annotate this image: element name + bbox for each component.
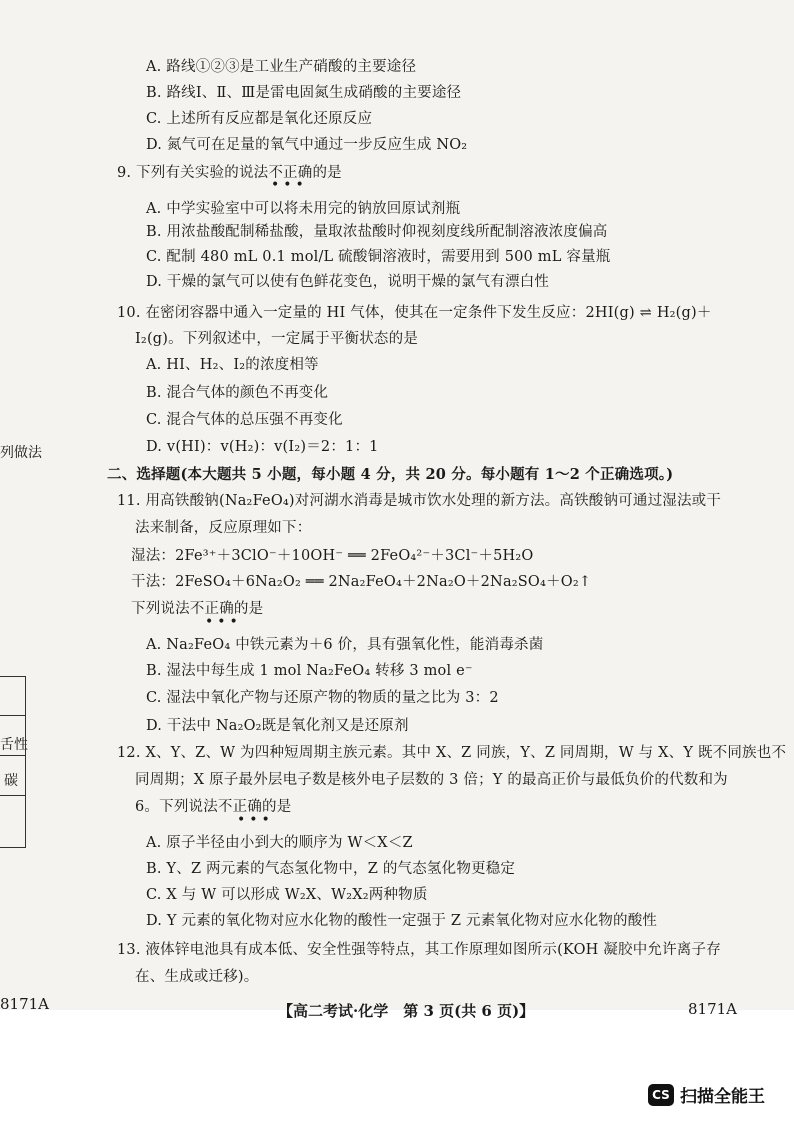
text-line: B. 湿法中每生成 1 mol Na₂FeO₄ 转移 3 mol e⁻ xyxy=(146,663,473,679)
text-line: 11. 用高铁酸钠(Na₂FeO₄)对河湖水消毒是城市饮水处理的新方法。高铁酸钠可通过湿法或干 xyxy=(117,493,722,509)
camscanner-logo-icon: CS xyxy=(648,1084,674,1106)
text-line: D. 干燥的氯气可以使有色鲜花变色，说明干燥的氯气有漂白性 xyxy=(146,274,550,290)
text-line: A. Na₂FeO₄ 中铁元素为＋6 价，具有强氧化性，能消毒杀菌 xyxy=(146,637,544,653)
text-line: B. 用浓盐酸配制稀盐酸，量取浓盐酸时仰视刻度线所配制溶液浓度偏高 xyxy=(146,224,608,240)
margin-fragment-text: 列做法 xyxy=(0,445,42,461)
text-line: 10. 在密闭容器中通入一定量的 HI 气体，使其在一定条件下发生反应：2HI(g) ⇌ H₂(g)＋ xyxy=(117,305,712,321)
text-line: 在、生成或迁移)。 xyxy=(135,969,259,985)
text-line: B. 路线Ⅰ、Ⅱ、Ⅲ是雷电固氮生成硝酸的主要途径 xyxy=(146,85,462,101)
footer-right-code: 8171A xyxy=(688,1000,738,1018)
emphasis-dot-mark: ••• xyxy=(205,614,242,630)
text-line: I₂(g)。下列叙述中，一定属于平衡状态的是 xyxy=(135,331,419,347)
text-line: D. 氮气可在足量的氧气中通过一步反应生成 NO₂ xyxy=(146,137,468,153)
text-line: A. 路线①②③是工业生产硝酸的主要途径 xyxy=(146,59,417,75)
text-line: C. 混合气体的总压强不再变化 xyxy=(146,412,343,428)
text-line: C. X 与 W 可以形成 W₂X、W₂X₂两种物质 xyxy=(146,887,428,903)
text-line: D. 干法中 Na₂O₂既是氧化剂又是还原剂 xyxy=(146,718,409,734)
watermark-label: 扫描全能王 xyxy=(680,1087,765,1107)
footer-page-label: 【高二考试·化学 第 3 页(共 6 页)】 xyxy=(278,1002,535,1020)
text-line: 同周期；X 原子最外层电子数是核外电子层数的 3 倍；Y 的最高正价与最低负价的代数和为 xyxy=(135,772,728,788)
scanner-watermark xyxy=(648,1082,765,1107)
text-line: B. Y、Z 两元素的气态氢化物中，Z 的气态氢化物更稳定 xyxy=(146,861,516,877)
text-line: 12. X、Y、Z、W 为四种短周期主族元素。其中 X、Z 同族，Y、Z 同周期，W 与 X、Y 既不同族也不 xyxy=(117,745,787,761)
text-line: A. HI、H₂、I₂的浓度相等 xyxy=(146,357,319,373)
text-line: 9. 下列有关实验的说法不正确的是 xyxy=(117,165,342,181)
margin-table-fragment xyxy=(0,676,26,848)
text-line: 13. 液体锌电池具有成本低、安全性强等特点，其工作原理如图所示(KOH 凝胶中允许离子存 xyxy=(117,942,721,958)
emphasis-dot-mark: ••• xyxy=(271,177,308,193)
text-line: 6。下列说法不正确的是 xyxy=(135,799,292,815)
footer-left-code: 8171A xyxy=(0,995,50,1013)
text-line: A. 原子半径由小到大的顺序为 W＜X＜Z xyxy=(146,835,413,851)
margin-fragment-text: 碳 xyxy=(4,773,18,789)
text-line: C. 湿法中氧化产物与还原产物的物质的量之比为 3：2 xyxy=(146,690,499,706)
text-line: D. Y 元素的氧化物对应水化物的酸性一定强于 Z 元素氧化物对应水化物的酸性 xyxy=(146,913,658,929)
emphasis-dot-mark: ••• xyxy=(237,812,274,828)
text-line: A. 中学实验室中可以将未用完的钠放回原试剂瓶 xyxy=(146,201,461,217)
text-line: 干法：2FeSO₄＋6Na₂O₂ ══ 2Na₂FeO₄＋2Na₂O＋2Na₂SO₄＋O₂↑ xyxy=(131,574,592,590)
text-line: D. v(HI)：v(H₂)：v(I₂)＝2：1：1 xyxy=(146,439,379,455)
text-line: 下列说法不正确的是 xyxy=(131,601,264,617)
text-line: 二、选择题(本大题共 5 小题，每小题 4 分，共 20 分。每小题有 1～2 个正确选项。) xyxy=(107,466,674,483)
margin-fragment-text: 舌性 xyxy=(0,737,28,753)
text-line: 法来制备，反应原理如下： xyxy=(135,520,312,536)
text-line: C. 配制 480 mL 0.1 mol/L 硫酸铜溶液时，需要用到 500 mL 容量瓶 xyxy=(146,249,611,265)
text-line: C. 上述所有反应都是氧化还原反应 xyxy=(146,111,373,127)
text-line: 湿法：2Fe³⁺＋3ClO⁻＋10OH⁻ ══ 2FeO₄²⁻＋3Cl⁻＋5H₂O xyxy=(131,548,534,564)
text-line: B. 混合气体的颜色不再变化 xyxy=(146,385,329,401)
